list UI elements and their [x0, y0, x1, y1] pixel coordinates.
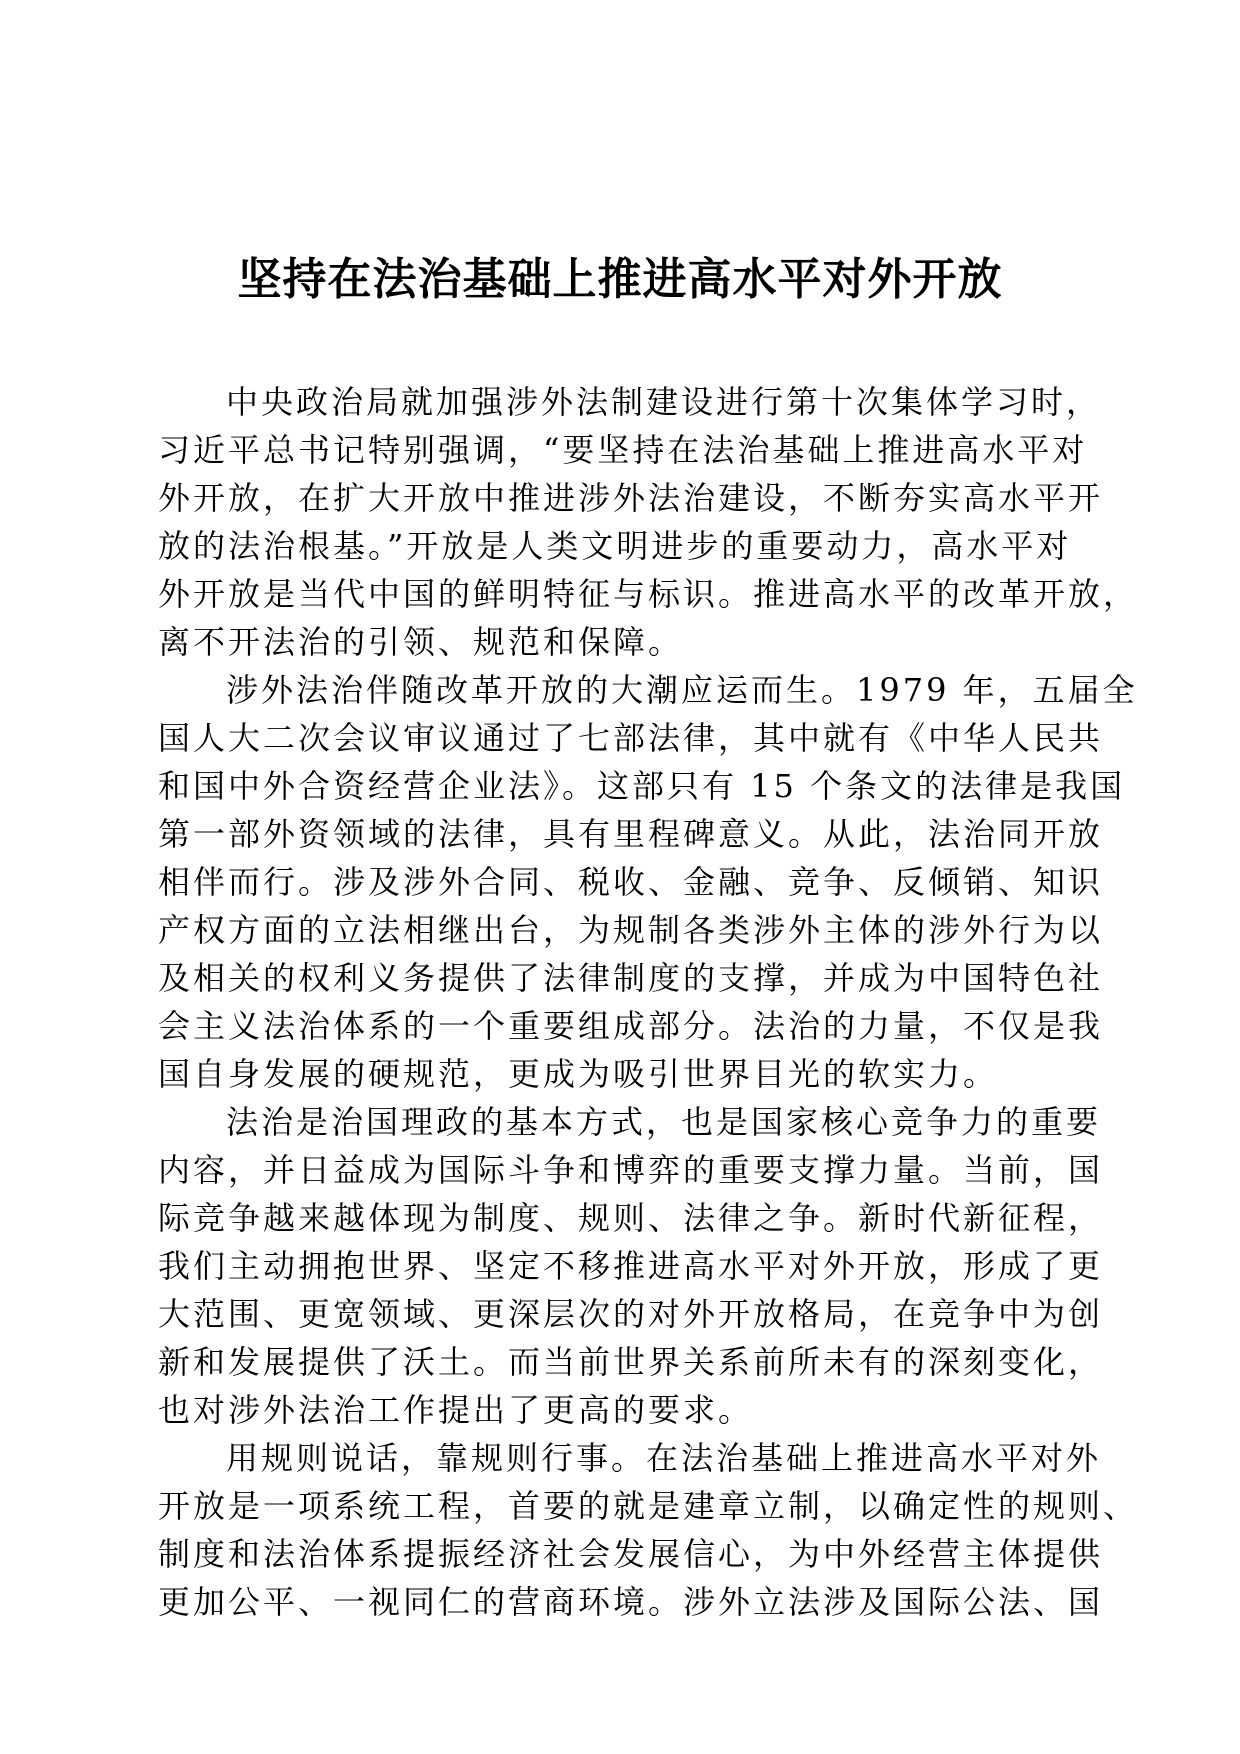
body-line: 和国中外合资经营企业法》。这部只有 15 个条文的法律是我国: [158, 767, 1126, 805]
body-line: 放的法治根基。”开放是人类文明进步的重要动力，高水平对: [158, 527, 1072, 565]
body-line: 也对涉外法治工作提出了更高的要求。: [158, 1391, 754, 1429]
body-line: 国自身发展的硬规范，更成为吸引世界目光的软实力。: [158, 1055, 999, 1093]
body-line: 国人大二次会议审议通过了七部法律，其中就有《中华人民共: [158, 719, 1104, 757]
document-title: 坚持在法治基础上推进高水平对外开放: [237, 254, 1003, 305]
body-line: 外开放是当代中国的鲜明特征与标识。推进高水平的改革开放，: [158, 575, 1139, 613]
body-line: 用规则说话，靠规则行事。在法治基础上推进高水平对外: [226, 1439, 1102, 1477]
body-line: 中央政治局就加强涉外法制建设进行第十次集体学习时，: [226, 383, 1102, 421]
body-line: 开放是一项系统工程，首要的就是建章立制，以确定性的规则、: [158, 1487, 1139, 1525]
body-line: 新和发展提供了沃土。而当前世界关系前所未有的深刻变化，: [158, 1343, 1104, 1381]
body-line: 习近平总书记特别强调，“要坚持在法治基础上推进高水平对: [158, 431, 1088, 469]
body-line: 更加公平、一视同仁的营商环境。涉外立法涉及国际公法、国: [158, 1583, 1104, 1621]
body-line: 及相关的权利义务提供了法律制度的支撑，并成为中国特色社: [158, 959, 1104, 997]
body-line: 产权方面的立法相继出台，为规制各类涉外主体的涉外行为以: [158, 911, 1104, 949]
body-line: 涉外法治伴随改革开放的大潮应运而生。1979 年，五届全: [226, 671, 1138, 709]
body-line: 会主义法治体系的一个重要组成部分。法治的力量，不仅是我: [158, 1007, 1104, 1045]
body-line: 我们主动拥抱世界、坚定不移推进高水平对外开放，形成了更: [158, 1247, 1104, 1285]
body-line: 相伴而行。涉及涉外合同、税收、金融、竞争、反倾销、知识: [158, 863, 1104, 901]
body-line: 际竞争越来越体现为制度、规则、法律之争。新时代新征程，: [158, 1199, 1104, 1237]
body-line: 离不开法治的引领、规范和保障。: [158, 623, 684, 661]
body-line: 法治是治国理政的基本方式，也是国家核心竞争力的重要: [226, 1103, 1102, 1141]
body-line: 第一部外资领域的法律，具有里程碑意义。从此，法治同开放: [158, 815, 1104, 853]
document-body: [158, 378, 1139, 1626]
body-line: 制度和法治体系提振经济社会发展信心，为中外经营主体提供: [158, 1535, 1104, 1573]
body-line: 大范围、更宽领域、更深层次的对外开放格局，在竞争中为创: [158, 1295, 1104, 1333]
body-line: 内容，并日益成为国际斗争和博弈的重要支撑力量。当前，国: [158, 1151, 1104, 1189]
body-line: 外开放，在扩大开放中推进涉外法治建设，不断夯实高水平开: [158, 479, 1104, 517]
